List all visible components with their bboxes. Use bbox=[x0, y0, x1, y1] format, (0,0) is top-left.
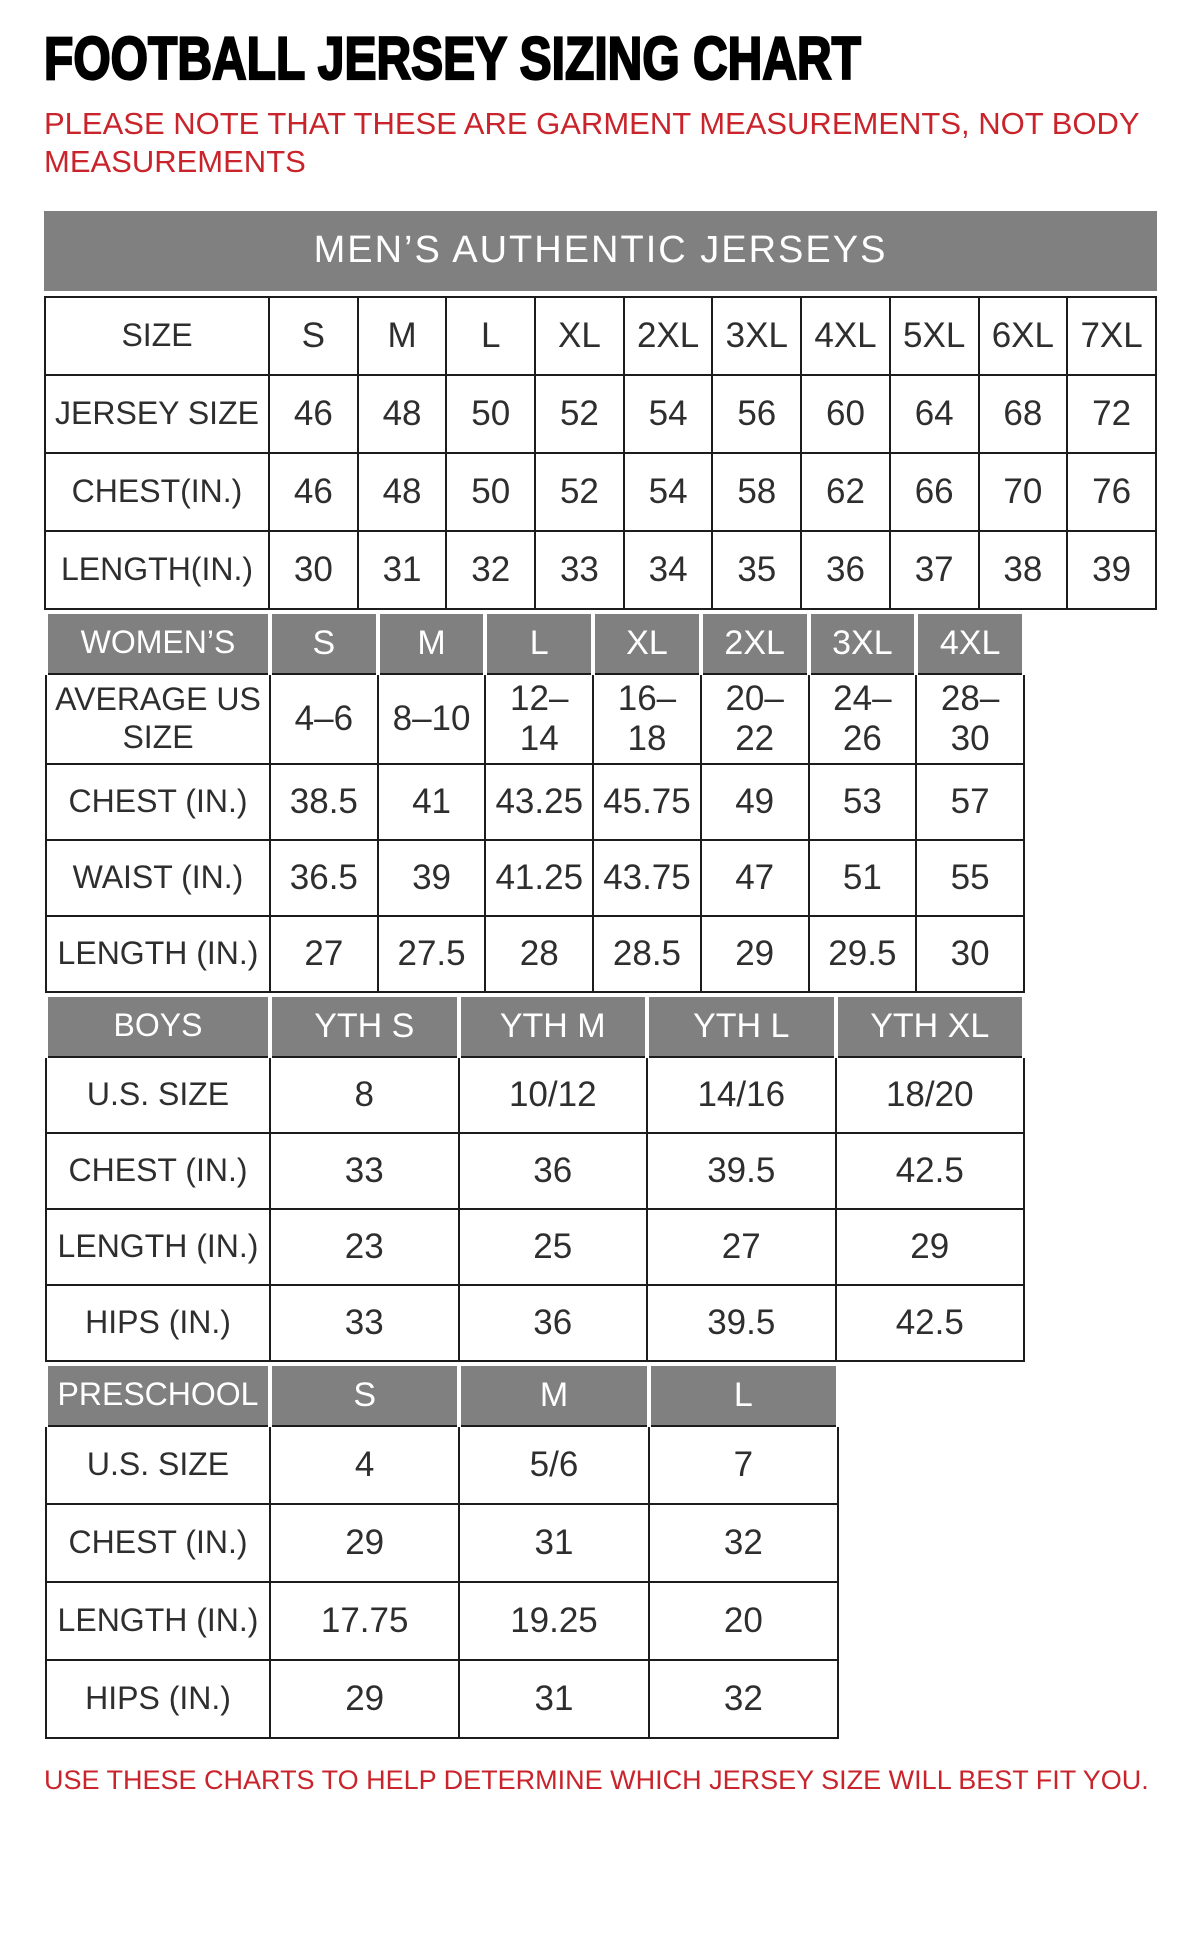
mens-header-row bbox=[45, 297, 1156, 375]
mens-size-table bbox=[44, 296, 1157, 610]
value-cell: 31 bbox=[358, 531, 447, 609]
table-row bbox=[45, 531, 1156, 609]
value-cell: 31 bbox=[459, 1660, 648, 1738]
value-cell: 14/16 bbox=[647, 1057, 836, 1133]
value-cell: 36 bbox=[801, 531, 890, 609]
value-cell: 28.5 bbox=[593, 916, 701, 992]
value-cell: 55 bbox=[916, 840, 1024, 916]
value-cell: 39.5 bbox=[647, 1285, 836, 1361]
preschool-size-table bbox=[44, 1362, 840, 1739]
row-label-cell: LENGTH (IN.) bbox=[46, 1209, 270, 1285]
value-cell: 39 bbox=[378, 840, 486, 916]
value-cell: 37 bbox=[890, 531, 979, 609]
value-cell: 42.5 bbox=[836, 1285, 1025, 1361]
value-cell: 64 bbox=[890, 375, 979, 453]
value-cell: 4–6 bbox=[270, 674, 378, 764]
value-cell: 8–10 bbox=[378, 674, 486, 764]
table-row bbox=[46, 764, 1024, 840]
value-cell: 30 bbox=[269, 531, 358, 609]
preschool-table-title-cell: PRESCHOOL bbox=[46, 1364, 270, 1426]
mens-table-banner: MEN’S AUTHENTIC JERSEYS bbox=[44, 211, 1157, 291]
column-header-cell: 6XL bbox=[979, 297, 1068, 375]
value-cell: 36.5 bbox=[270, 840, 378, 916]
boys-table-title-cell: BOYS bbox=[46, 995, 270, 1057]
row-label-cell: LENGTH(IN.) bbox=[45, 531, 269, 609]
column-header-cell: 3XL bbox=[712, 297, 801, 375]
value-cell: 16–18 bbox=[593, 674, 701, 764]
column-header-cell: L bbox=[446, 297, 535, 375]
table-row bbox=[46, 916, 1024, 992]
row-label-cell: CHEST (IN.) bbox=[46, 764, 270, 840]
value-cell: 39 bbox=[1067, 531, 1156, 609]
row-label-cell: HIPS (IN.) bbox=[46, 1285, 270, 1361]
value-cell: 38.5 bbox=[270, 764, 378, 840]
preschool-sizes-section bbox=[44, 1362, 1156, 1739]
row-label-cell: JERSEY SIZE bbox=[45, 375, 269, 453]
value-cell: 27.5 bbox=[378, 916, 486, 992]
value-cell: 41.25 bbox=[485, 840, 593, 916]
column-header-cell: 2XL bbox=[624, 297, 713, 375]
value-cell: 29 bbox=[701, 916, 809, 992]
value-cell: 29.5 bbox=[809, 916, 917, 992]
value-cell: 29 bbox=[270, 1504, 459, 1582]
value-cell: 28–30 bbox=[916, 674, 1024, 764]
column-header-cell: 5XL bbox=[890, 297, 979, 375]
value-cell: 38 bbox=[979, 531, 1068, 609]
row-label-cell: U.S. SIZE bbox=[46, 1057, 270, 1133]
table-row bbox=[46, 1426, 838, 1504]
column-header-cell: S bbox=[270, 1364, 459, 1426]
value-cell: 72 bbox=[1067, 375, 1156, 453]
value-cell: 36 bbox=[459, 1133, 648, 1209]
value-cell: 33 bbox=[535, 531, 624, 609]
value-cell: 29 bbox=[836, 1209, 1025, 1285]
value-cell: 50 bbox=[446, 453, 535, 531]
table-row bbox=[46, 1057, 1024, 1133]
value-cell: 54 bbox=[624, 453, 713, 531]
mens-authentic-jerseys-section bbox=[44, 211, 1156, 610]
footer-note: USE THESE CHARTS TO HELP DETERMINE WHICH JERSEY SIZE WILL BEST FIT YOU. bbox=[44, 1764, 1149, 1795]
column-header-cell: XL bbox=[593, 612, 701, 674]
value-cell: 32 bbox=[446, 531, 535, 609]
row-label-cell: AVERAGE US SIZE bbox=[46, 674, 270, 764]
table-row bbox=[46, 1660, 838, 1738]
column-header-cell: YTH S bbox=[270, 995, 459, 1057]
value-cell: 49 bbox=[701, 764, 809, 840]
preschool-header-row bbox=[46, 1364, 838, 1426]
row-label-cell: WAIST (IN.) bbox=[46, 840, 270, 916]
value-cell: 42.5 bbox=[836, 1133, 1025, 1209]
value-cell: 56 bbox=[712, 375, 801, 453]
value-cell: 68 bbox=[979, 375, 1068, 453]
value-cell: 48 bbox=[358, 375, 447, 453]
value-cell: 33 bbox=[270, 1285, 459, 1361]
value-cell: 76 bbox=[1067, 453, 1156, 531]
value-cell: 20 bbox=[649, 1582, 838, 1660]
boys-size-table bbox=[44, 993, 1026, 1362]
value-cell: 58 bbox=[712, 453, 801, 531]
row-label-cell: LENGTH (IN.) bbox=[46, 1582, 270, 1660]
value-cell: 45.75 bbox=[593, 764, 701, 840]
womens-sizes-section bbox=[44, 610, 1156, 993]
column-header-cell: M bbox=[459, 1364, 648, 1426]
value-cell: 66 bbox=[890, 453, 979, 531]
value-cell: 10/12 bbox=[459, 1057, 648, 1133]
value-cell: 35 bbox=[712, 531, 801, 609]
value-cell: 5/6 bbox=[459, 1426, 648, 1504]
value-cell: 4 bbox=[270, 1426, 459, 1504]
value-cell: 52 bbox=[535, 453, 624, 531]
value-cell: 27 bbox=[647, 1209, 836, 1285]
value-cell: 8 bbox=[270, 1057, 459, 1133]
value-cell: 52 bbox=[535, 375, 624, 453]
column-header-cell: L bbox=[485, 612, 593, 674]
value-cell: 54 bbox=[624, 375, 713, 453]
row-label-cell: CHEST (IN.) bbox=[46, 1133, 270, 1209]
table-row bbox=[46, 674, 1024, 764]
table-row bbox=[46, 840, 1024, 916]
row-label-cell: HIPS (IN.) bbox=[46, 1660, 270, 1738]
boys-header-row bbox=[46, 995, 1024, 1057]
value-cell: 50 bbox=[446, 375, 535, 453]
womens-size-table bbox=[44, 610, 1026, 993]
table-row bbox=[46, 1209, 1024, 1285]
column-header-cell: YTH M bbox=[459, 995, 648, 1057]
value-cell: 7 bbox=[649, 1426, 838, 1504]
value-cell: 27 bbox=[270, 916, 378, 992]
value-cell: 29 bbox=[270, 1660, 459, 1738]
boys-sizes-section bbox=[44, 993, 1156, 1362]
value-cell: 12–14 bbox=[485, 674, 593, 764]
womens-table-title-cell: WOMEN’S bbox=[46, 612, 270, 674]
value-cell: 51 bbox=[809, 840, 917, 916]
value-cell: 28 bbox=[485, 916, 593, 992]
value-cell: 46 bbox=[269, 453, 358, 531]
value-cell: 17.75 bbox=[270, 1582, 459, 1660]
value-cell: 32 bbox=[649, 1660, 838, 1738]
value-cell: 43.75 bbox=[593, 840, 701, 916]
column-header-cell: 4XL bbox=[801, 297, 890, 375]
column-header-cell: XL bbox=[535, 297, 624, 375]
table-row bbox=[45, 453, 1156, 531]
value-cell: 18/20 bbox=[836, 1057, 1025, 1133]
value-cell: 62 bbox=[801, 453, 890, 531]
column-header-cell: 3XL bbox=[809, 612, 917, 674]
table-row bbox=[46, 1582, 838, 1660]
column-header-cell: YTH XL bbox=[836, 995, 1025, 1057]
page-title: FOOTBALL JERSEY SIZING CHART bbox=[44, 25, 861, 92]
column-header-cell: YTH L bbox=[647, 995, 836, 1057]
table-row bbox=[46, 1285, 1024, 1361]
column-header-cell: 7XL bbox=[1067, 297, 1156, 375]
value-cell: 46 bbox=[269, 375, 358, 453]
value-cell: 43.25 bbox=[485, 764, 593, 840]
row-label-cell: CHEST(IN.) bbox=[45, 453, 269, 531]
value-cell: 41 bbox=[378, 764, 486, 840]
value-cell: 31 bbox=[459, 1504, 648, 1582]
table-row bbox=[45, 375, 1156, 453]
mens-table-title-cell: SIZE bbox=[45, 297, 269, 375]
value-cell: 30 bbox=[916, 916, 1024, 992]
value-cell: 25 bbox=[459, 1209, 648, 1285]
value-cell: 47 bbox=[701, 840, 809, 916]
column-header-cell: 2XL bbox=[701, 612, 809, 674]
column-header-cell: L bbox=[649, 1364, 838, 1426]
value-cell: 23 bbox=[270, 1209, 459, 1285]
value-cell: 20–22 bbox=[701, 674, 809, 764]
column-header-cell: S bbox=[269, 297, 358, 375]
value-cell: 57 bbox=[916, 764, 1024, 840]
value-cell: 60 bbox=[801, 375, 890, 453]
column-header-cell: S bbox=[270, 612, 378, 674]
value-cell: 24–26 bbox=[809, 674, 917, 764]
column-header-cell: 4XL bbox=[916, 612, 1024, 674]
column-header-cell: M bbox=[378, 612, 486, 674]
row-label-cell: U.S. SIZE bbox=[46, 1426, 270, 1504]
value-cell: 70 bbox=[979, 453, 1068, 531]
garment-measurement-note: PLEASE NOTE THAT THESE ARE GARMENT MEASUREMENTS, NOT BODY MEASUREMENTS bbox=[44, 106, 1140, 179]
womens-header-row bbox=[46, 612, 1024, 674]
row-label-cell: CHEST (IN.) bbox=[46, 1504, 270, 1582]
value-cell: 39.5 bbox=[647, 1133, 836, 1209]
table-row bbox=[46, 1504, 838, 1582]
value-cell: 33 bbox=[270, 1133, 459, 1209]
value-cell: 34 bbox=[624, 531, 713, 609]
value-cell: 19.25 bbox=[459, 1582, 648, 1660]
value-cell: 48 bbox=[358, 453, 447, 531]
table-row bbox=[46, 1133, 1024, 1209]
value-cell: 32 bbox=[649, 1504, 838, 1582]
column-header-cell: M bbox=[358, 297, 447, 375]
value-cell: 36 bbox=[459, 1285, 648, 1361]
value-cell: 53 bbox=[809, 764, 917, 840]
row-label-cell: LENGTH (IN.) bbox=[46, 916, 270, 992]
